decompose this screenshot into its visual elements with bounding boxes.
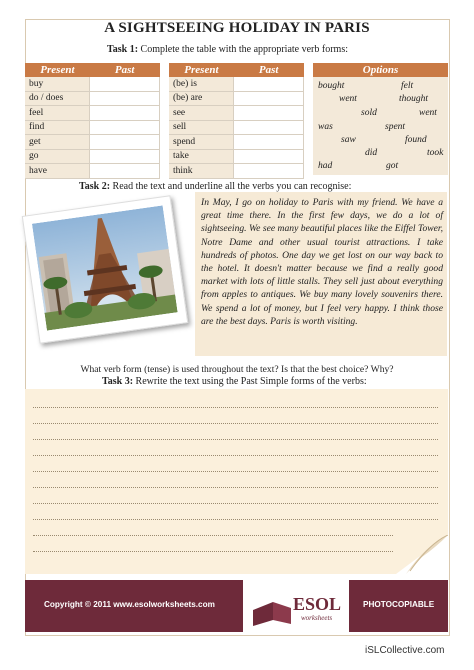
eiffel-tower-image — [32, 205, 178, 330]
option-word: saw — [341, 135, 356, 145]
writing-line[interactable] — [33, 503, 438, 504]
present-header: Present — [169, 63, 234, 77]
option-word: sold — [361, 108, 377, 118]
writing-line[interactable] — [33, 535, 393, 536]
past-answer-field[interactable] — [90, 149, 160, 164]
table-row — [25, 135, 160, 150]
task2-instruction — [79, 181, 351, 192]
option-word: thought — [399, 94, 429, 104]
logo-text: ESOL — [293, 594, 342, 614]
verb-table-1 — [25, 63, 160, 179]
tense-question: What verb form (tense) is used throughout the text? Is that the best choice? Why? — [80, 364, 394, 375]
option-word: found — [405, 135, 427, 145]
past-answer-field[interactable] — [90, 164, 160, 179]
writing-line[interactable] — [33, 471, 438, 472]
option-word: went — [339, 94, 357, 104]
copyright-text: Copyright © 2011 www.esolworksheets.com — [44, 600, 215, 609]
option-word: was — [318, 122, 333, 132]
present-verb: have — [25, 164, 90, 179]
task3-label: Task 3: — [102, 376, 134, 387]
watermark: iSLCollective.com — [365, 645, 445, 656]
table-row — [25, 164, 160, 179]
option-word: took — [427, 148, 444, 158]
table-row — [25, 120, 160, 135]
footer-bar — [25, 580, 448, 632]
past-answer-field[interactable] — [234, 77, 304, 91]
writing-line[interactable] — [33, 407, 438, 408]
writing-line[interactable] — [33, 487, 438, 488]
table-row — [169, 135, 304, 150]
options-header: Options — [313, 63, 448, 77]
worksheet-title: A SIGHTSEEING HOLIDAY IN PARIS — [104, 20, 370, 36]
options-box — [313, 63, 448, 175]
table-row — [169, 91, 304, 106]
past-answer-field[interactable] — [234, 135, 304, 150]
task2-text: Read the text and underline all the verbs you can recognise: — [110, 181, 352, 192]
past-answer-field[interactable] — [234, 91, 304, 106]
past-answer-field[interactable] — [234, 164, 304, 179]
option-word: had — [318, 161, 333, 171]
table-row — [169, 164, 304, 179]
table-row — [169, 120, 304, 135]
photocopiable-label: PHOTOCOPIABLE — [363, 600, 435, 609]
present-verb: (be) are — [169, 91, 234, 106]
writing-line[interactable] — [33, 455, 438, 456]
task2-label: Task 2: — [79, 181, 111, 192]
writing-area[interactable] — [25, 389, 448, 574]
present-verb: spend — [169, 135, 234, 150]
table-row — [25, 77, 160, 91]
present-verb: (be) is — [169, 77, 234, 91]
writing-line[interactable] — [33, 439, 438, 440]
present-verb: take — [169, 149, 234, 164]
present-verb: go — [25, 149, 90, 164]
present-verb: see — [169, 106, 234, 121]
writing-line[interactable] — [33, 423, 438, 424]
task1-text: Complete the table with the appropriate verb forms: — [138, 44, 348, 55]
table-row — [25, 106, 160, 121]
task1-label: Task 1: — [107, 44, 139, 55]
past-answer-field[interactable] — [234, 120, 304, 135]
esol-logo — [243, 580, 349, 632]
option-word: did — [365, 148, 378, 158]
past-answer-field[interactable] — [90, 120, 160, 135]
page-curl-icon — [396, 535, 448, 574]
present-verb: get — [25, 135, 90, 150]
past-header: Past — [90, 63, 160, 77]
story-text-box — [195, 192, 447, 356]
writing-line[interactable] — [33, 519, 438, 520]
past-answer-field[interactable] — [90, 106, 160, 121]
task3-text: Rewrite the text using the Past Simple forms of the verbs: — [133, 376, 367, 387]
past-answer-field[interactable] — [234, 106, 304, 121]
present-verb: buy — [25, 77, 90, 91]
option-word: bought — [318, 81, 345, 91]
present-verb: sell — [169, 120, 234, 135]
verb-table-2 — [169, 63, 304, 179]
present-verb: find — [25, 120, 90, 135]
option-word: felt — [401, 81, 414, 91]
present-verb: do / does — [25, 91, 90, 106]
past-answer-field[interactable] — [234, 149, 304, 164]
paris-photo — [22, 195, 188, 344]
present-verb: feel — [25, 106, 90, 121]
table-row — [169, 77, 304, 91]
past-answer-field[interactable] — [90, 77, 160, 91]
table-row — [169, 149, 304, 164]
present-header: Present — [25, 63, 90, 77]
task3-instruction — [102, 376, 367, 387]
option-word: went — [419, 108, 437, 118]
table-row — [25, 91, 160, 106]
table-row — [169, 106, 304, 121]
story-paragraph: In May, I go on holiday to Paris with my friend. We have a great time there. In the first few days, we do a lot of sightseeing. We see many beautiful places like the Eiffel Tower, Notre Dame and other usual tourist attractions. I take hundreds of photos. One day we get lost on our way back to the hotel. It doesn't matter because we find a really good market with lots of little stalls. They sell just about everything from apples to antiques. We buy many lovely souvenirs there. We spend a lot of money, but I feel very happy. I think those are the best days. Paris is worth visiting. — [201, 197, 443, 327]
present-verb: think — [169, 164, 234, 179]
logo-subtext: worksheets — [301, 614, 333, 622]
table-row — [25, 149, 160, 164]
writing-line[interactable] — [33, 551, 393, 552]
past-answer-field[interactable] — [90, 91, 160, 106]
past-answer-field[interactable] — [90, 135, 160, 150]
option-word: spent — [385, 122, 406, 132]
option-word: got — [386, 161, 399, 171]
task1-instruction — [107, 44, 348, 55]
past-header: Past — [234, 63, 304, 77]
